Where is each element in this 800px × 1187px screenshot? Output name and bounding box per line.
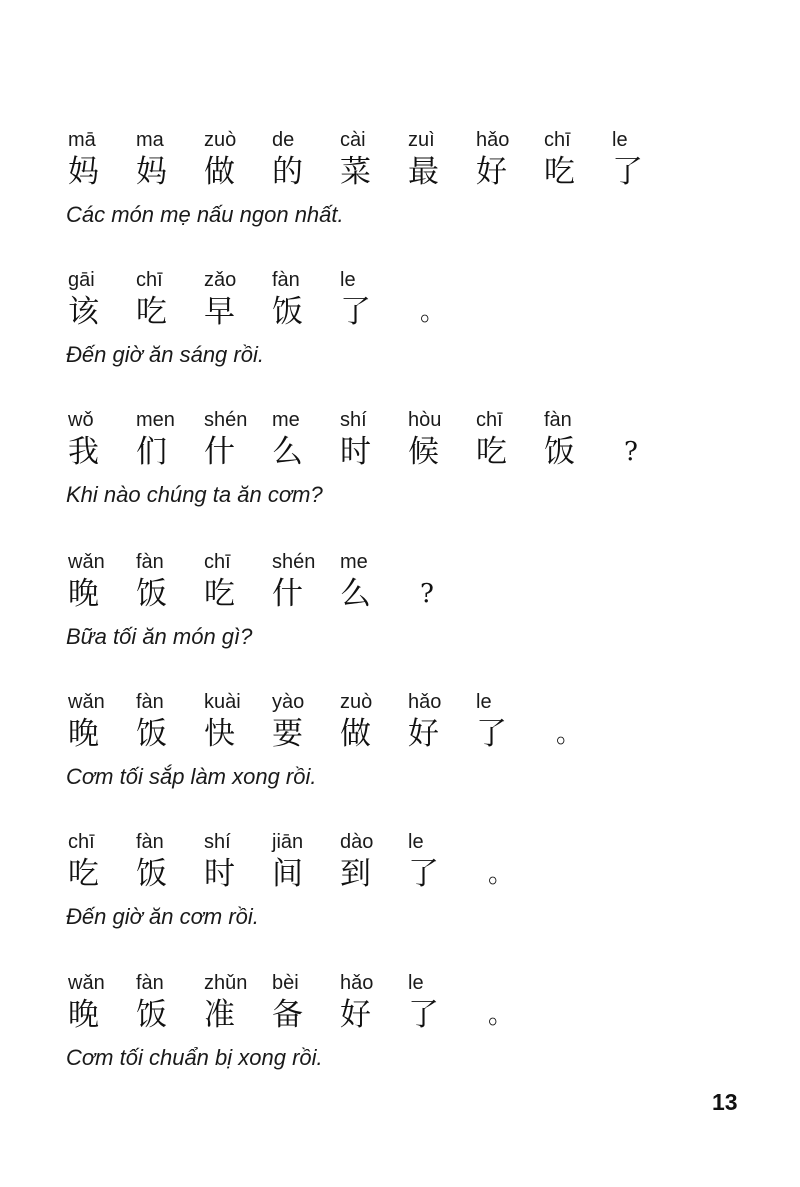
hanzi-character: 吃 (204, 576, 235, 612)
pinyin-syllable: fàn (136, 551, 164, 573)
pinyin-syllable: le (340, 269, 356, 291)
vietnamese-translation: Cơm tối chuẩn bị xong rồi. (66, 1045, 323, 1070)
sentence-punctuation: 。 (488, 859, 515, 889)
hanzi-character: 晚 (68, 997, 99, 1033)
hanzi-character: 晚 (68, 716, 99, 752)
pinyin-syllable: chī (68, 831, 95, 853)
hanzi-character: 候 (408, 434, 439, 470)
hanzi-character: 吃 (476, 434, 507, 470)
hanzi-character: 做 (204, 154, 235, 190)
hanzi-character: 菜 (340, 154, 371, 190)
hanzi-character: 好 (476, 154, 507, 190)
pinyin-syllable: wǎn (68, 551, 105, 573)
pinyin-syllable: ma (136, 129, 164, 151)
pinyin-syllable: hǎo (340, 972, 374, 994)
pinyin-syllable: hǎo (476, 129, 510, 151)
pinyin-syllable: fàn (136, 831, 164, 853)
hanzi-character: 时 (340, 434, 371, 470)
hanzi-character: 晚 (68, 576, 99, 612)
sentence-punctuation: ? (624, 437, 638, 467)
hanzi-row (66, 575, 766, 615)
hanzi-character: 早 (204, 294, 235, 330)
hanzi-character: 好 (408, 716, 439, 752)
pinyin-syllable: mā (68, 129, 96, 151)
pinyin-syllable: le (612, 129, 628, 151)
pinyin-syllable: me (272, 409, 300, 431)
pinyin-syllable: chī (204, 551, 231, 573)
hanzi-character: 妈 (68, 154, 99, 190)
hanzi-character: 了 (408, 856, 439, 892)
hanzi-character: 吃 (544, 154, 575, 190)
phrase-entry (66, 550, 766, 670)
hanzi-character: 了 (612, 154, 643, 190)
pinyin-syllable: me (340, 551, 368, 573)
vietnamese-translation: Đến giờ ăn sáng rồi. (66, 342, 264, 367)
vietnamese-translation: Bữa tối ăn món gì? (66, 624, 253, 649)
pinyin-syllable: men (136, 409, 175, 431)
hanzi-character: 饭 (272, 294, 303, 330)
hanzi-row (66, 715, 766, 755)
pinyin-syllable: fàn (272, 269, 300, 291)
hanzi-character: 到 (340, 856, 371, 892)
pinyin-syllable: fàn (544, 409, 572, 431)
vietnamese-translation: Đến giờ ăn cơm rồi. (66, 904, 259, 929)
hanzi-character: 们 (136, 434, 167, 470)
hanzi-character: 该 (68, 294, 99, 330)
hanzi-character: 的 (272, 154, 303, 190)
pinyin-syllable: hǎo (408, 691, 442, 713)
hanzi-character: 做 (340, 716, 371, 752)
hanzi-character: 间 (272, 856, 303, 892)
hanzi-character: 饭 (544, 434, 575, 470)
hanzi-character: 吃 (68, 856, 99, 892)
hanzi-row (66, 293, 766, 333)
pinyin-syllable: yào (272, 691, 305, 713)
pinyin-syllable: shí (204, 831, 231, 853)
hanzi-character: 么 (340, 576, 371, 612)
hanzi-character: 饭 (136, 576, 167, 612)
pinyin-syllable: gāi (68, 269, 95, 291)
hanzi-character: 准 (204, 997, 235, 1033)
hanzi-row (66, 153, 766, 193)
sentence-punctuation: 。 (556, 719, 583, 749)
hanzi-character: 饭 (136, 997, 167, 1033)
pinyin-syllable: shén (272, 551, 316, 573)
pinyin-syllable: le (476, 691, 492, 713)
pinyin-syllable: dào (340, 831, 374, 853)
vietnamese-translation: Khi nào chúng ta ăn cơm? (66, 482, 323, 507)
sentence-punctuation: ? (420, 579, 434, 609)
pinyin-syllable: hòu (408, 409, 442, 431)
hanzi-character: 什 (204, 434, 235, 470)
hanzi-character: 饭 (136, 716, 167, 752)
hanzi-character: 时 (204, 856, 235, 892)
hanzi-character: 什 (272, 576, 303, 612)
sentence-punctuation: 。 (488, 1000, 515, 1030)
pinyin-syllable: shí (340, 409, 367, 431)
hanzi-character: 要 (272, 716, 303, 752)
pinyin-syllable: zhǔn (204, 972, 248, 994)
pinyin-syllable: le (408, 972, 424, 994)
pinyin-syllable: wǎn (68, 972, 105, 994)
pinyin-syllable: zuò (204, 129, 237, 151)
pinyin-syllable: zuì (408, 129, 435, 151)
pinyin-syllable: wǒ (68, 409, 94, 431)
hanzi-character: 快 (204, 716, 235, 752)
pinyin-syllable: cài (340, 129, 366, 151)
vietnamese-translation: Cơm tối sắp làm xong rồi. (66, 764, 317, 789)
phrase-entry (66, 971, 766, 1091)
hanzi-character: 我 (68, 434, 99, 470)
hanzi-character: 了 (340, 294, 371, 330)
pinyin-syllable: shén (204, 409, 248, 431)
vietnamese-translation: Các món mẹ nấu ngon nhất. (66, 202, 344, 227)
pinyin-syllable: de (272, 129, 295, 151)
hanzi-character: 了 (408, 997, 439, 1033)
pinyin-syllable: jiān (272, 831, 304, 853)
pinyin-syllable: zuò (340, 691, 373, 713)
hanzi-character: 了 (476, 716, 507, 752)
hanzi-row (66, 433, 766, 473)
pinyin-syllable: wǎn (68, 691, 105, 713)
hanzi-character: 吃 (136, 294, 167, 330)
pinyin-syllable: le (408, 831, 424, 853)
phrase-entry (66, 690, 766, 810)
hanzi-character: 妈 (136, 154, 167, 190)
hanzi-character: 最 (408, 154, 439, 190)
hanzi-character: 好 (340, 997, 371, 1033)
hanzi-character: 么 (272, 434, 303, 470)
pinyin-syllable: fàn (136, 972, 164, 994)
hanzi-row (66, 855, 766, 895)
phrase-entry (66, 268, 766, 388)
phrase-entry (66, 830, 766, 950)
phrase-entry (66, 128, 766, 248)
pinyin-syllable: kuài (204, 691, 241, 713)
pinyin-syllable: chī (544, 129, 571, 151)
pinyin-syllable: chī (476, 409, 503, 431)
hanzi-character: 饭 (136, 856, 167, 892)
hanzi-character: 备 (272, 997, 303, 1033)
hanzi-row (66, 996, 766, 1036)
pinyin-syllable: bèi (272, 972, 299, 994)
pinyin-syllable: zǎo (204, 269, 237, 291)
pinyin-syllable: fàn (136, 691, 164, 713)
page-number: 13 (712, 1089, 738, 1115)
sentence-punctuation: 。 (420, 297, 447, 327)
phrase-entry (66, 408, 766, 528)
pinyin-syllable: chī (136, 269, 163, 291)
